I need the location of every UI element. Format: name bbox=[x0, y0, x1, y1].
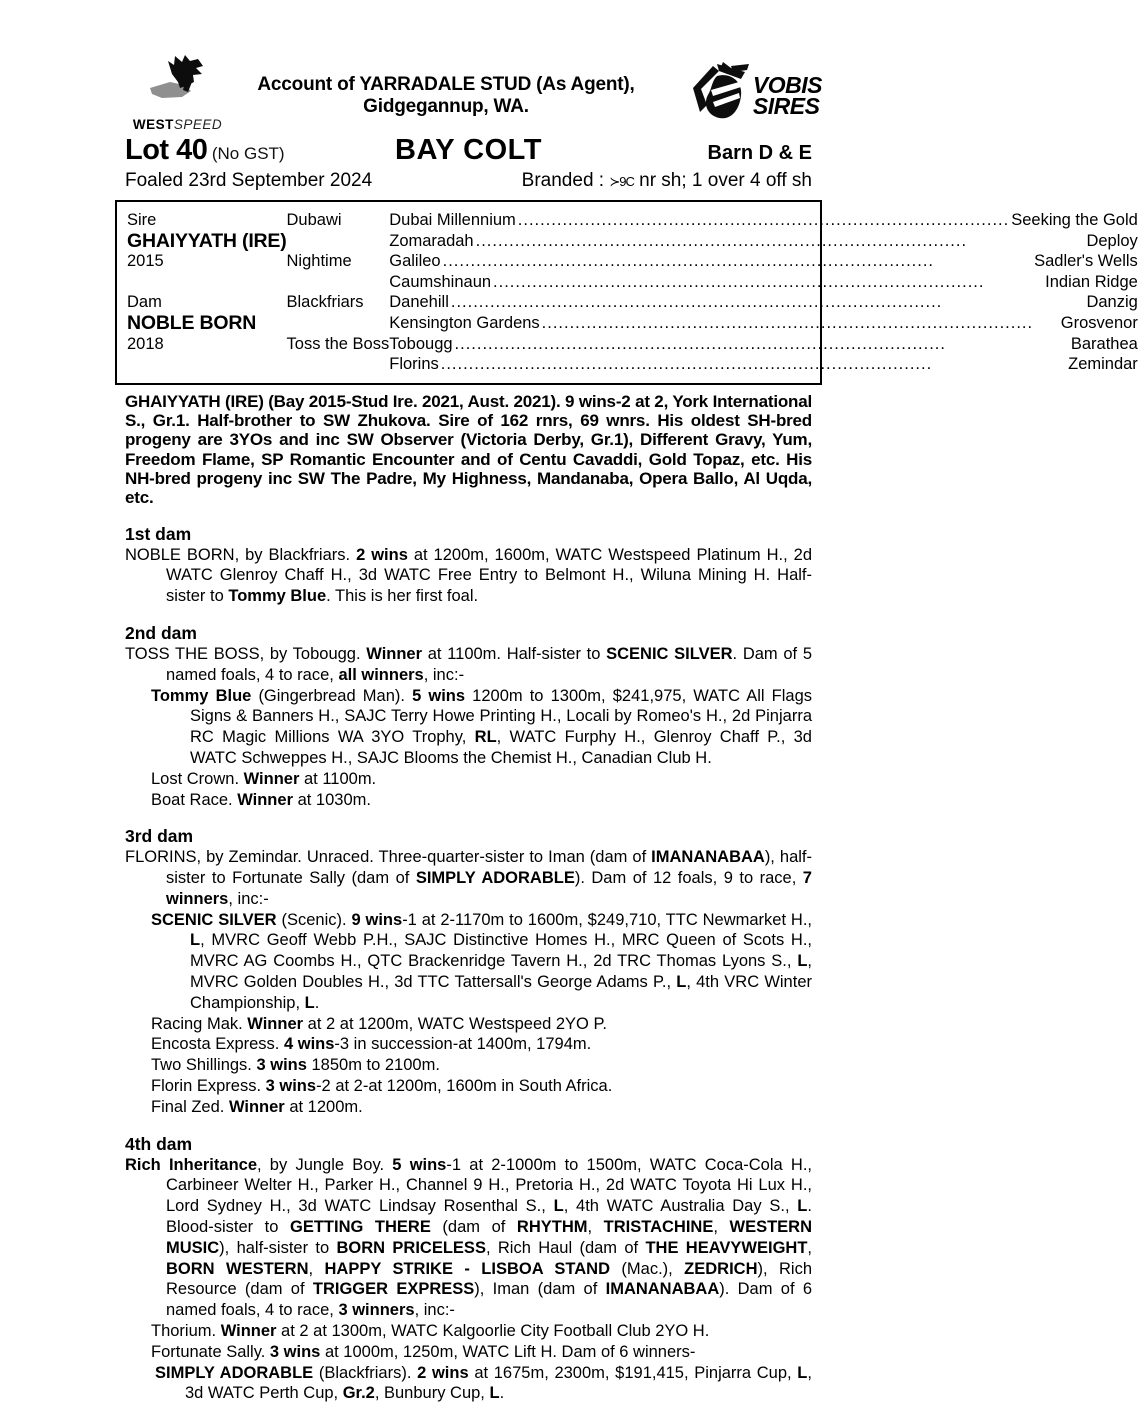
ancestor-name: Danehill bbox=[389, 293, 449, 312]
sire-sire-name: Dubawi bbox=[286, 211, 342, 229]
dam-label: Dam bbox=[127, 293, 162, 312]
brand-mark: ≻9C bbox=[609, 174, 634, 189]
westspeed-label-bold: WEST bbox=[132, 117, 174, 132]
dam-entry: NOBLE BORN, by Blackfriars. 2 wins at 1200m, 1600m, WATC Westspeed Platinum H., 2d WATC Glenroy Chaff H., 3d WATC Free Entry to Belmont H., Wiluna Mining H. Half-sister to Tommy Blue. This is her first foal. bbox=[125, 545, 812, 606]
vobis-word-2: SIRES bbox=[752, 93, 820, 119]
vobis-horse-jockey-icon bbox=[687, 60, 753, 132]
section-2nd-dam bbox=[125, 623, 812, 810]
ancestor-name: Seeking the Gold bbox=[1011, 211, 1138, 229]
ancestor-pair bbox=[389, 313, 1138, 334]
dam-entry: Rich Inheritance, by Jungle Boy. 5 wins-1 at 2-1000m to 1500m, WATC Coca-Cola H., Carbineer Welter H., Parker H., Channel 9 H., Pretoria H., 2d WATC Toyota Hi Lux H., Lord Sydney H., 3d WATC Lindsay Rosenthal S., L, 4th WATC Australia Day S., L. Blood-sister to GETTING THERE (dam of RHYTHM, TRISTACHINE, WESTERN MUSIC), half-sister to BORN PRICELESS, Rich Haul (dam of THE HEAVYWEIGHT, BORN WESTERN, HAPPY STRIKE - LISBOA STAND (Mac.), ZEDRICH), Rich Resource (dam of TRIGGER EXPRESS), Iman (dam of IMANANABAA). Dam of 6 named foals, 4 to race, 3 winners, inc:- bbox=[125, 1155, 813, 1320]
section-heading: 3rd dam bbox=[125, 826, 194, 847]
ancestor-name: Galileo bbox=[389, 252, 441, 271]
progeny-entry: Thorium. Winner at 2 at 1300m, WATC Kalgoorlie City Football Club 2YO H. bbox=[151, 1322, 710, 1341]
pedigree-table bbox=[115, 200, 1138, 385]
ancestor-name: Kensington Gardens bbox=[389, 313, 540, 332]
ancestor-name: Dubai Millennium bbox=[389, 211, 516, 229]
progeny-entry: Fortunate Sally. 3 wins at 1000m, 1250m, WATC Lift H. Dam of 6 winners- bbox=[151, 1342, 696, 1361]
dam-dam-name: Toss the Boss bbox=[286, 334, 390, 353]
pedigree-col-grandparents bbox=[287, 210, 390, 375]
vobis-sires-logo bbox=[662, 60, 822, 132]
leader-dots bbox=[441, 354, 1066, 375]
branded-info bbox=[522, 170, 812, 192]
ancestor-pair bbox=[389, 354, 1138, 375]
ancestor-name: Sadler's Wells bbox=[1034, 252, 1138, 271]
dam-name: NOBLE BORN bbox=[127, 311, 257, 334]
ancestor-name: Tobougg bbox=[389, 334, 453, 353]
foaled-date: Foaled 23rd September 2024 bbox=[125, 170, 373, 191]
leader-dots bbox=[451, 292, 1085, 313]
progeny-entry: Lost Crown. Winner at 1100m. bbox=[151, 769, 377, 788]
ancestor-pair bbox=[389, 231, 1138, 252]
lot-title-row bbox=[125, 134, 812, 167]
gst-note: (No GST) bbox=[211, 144, 285, 163]
westspeed-logo bbox=[125, 52, 230, 132]
page-title: BAY COLT bbox=[395, 134, 542, 166]
foaled-branded-row bbox=[125, 170, 812, 192]
sire-name: GHAIYYATH (IRE) bbox=[127, 229, 287, 252]
page-header bbox=[125, 52, 822, 132]
ancestor-pair bbox=[389, 334, 1138, 355]
pedigree-col-greatgrandparents bbox=[389, 210, 1138, 375]
leader-dots bbox=[493, 272, 1043, 293]
leader-dots bbox=[455, 334, 1069, 355]
section-heading: 1st dam bbox=[125, 523, 192, 544]
progeny-entry: Boat Race. Winner at 1030m. bbox=[151, 790, 371, 809]
sire-label: Sire bbox=[127, 211, 157, 229]
leader-dots bbox=[443, 251, 1032, 272]
ancestor-name: Caumshinaun bbox=[389, 272, 492, 291]
progeny-entry: Tommy Blue (Gingerbread Man). 5 wins 1200m to 1300m, $241,975, WATC All Flags Signs & Banners H., SAJC Terry Howe Printing H., Locali by Romeo's H., 2d Pinjarra RC Magic Millions WA 3YO Trophy, RL, WATC Furphy H., Glenroy Chaff P., 3d WATC Schweppes H., SAJC Blooms the Chemist H., Canadian Club H. bbox=[151, 686, 812, 767]
ancestor-pair bbox=[389, 292, 1138, 313]
section-heading: 4th dam bbox=[125, 1133, 193, 1154]
ancestor-name: Florins bbox=[389, 355, 439, 374]
dam-entry: FLORINS, by Zemindar. Unraced. Three-quarter-sister to Iman (dam of IMANANABAA), half-sister to Fortunate Sally (dam of SIMPLY ADORABLE). Dam of 12 foals, 9 to race, 7 winners, inc:- bbox=[125, 848, 812, 908]
section-1st-dam bbox=[125, 524, 812, 607]
westspeed-label-italic: SPEED bbox=[173, 117, 223, 132]
leader-dots bbox=[518, 210, 1009, 231]
dam-year: 2018 bbox=[127, 334, 164, 353]
progeny-entry: Encosta Express. 4 wins-3 in succession-at 1400m, 1794m. bbox=[151, 1035, 592, 1054]
ancestor-name: Danzig bbox=[1086, 293, 1138, 312]
ancestor-name: Zomaradah bbox=[389, 231, 474, 250]
ancestor-name: Zemindar bbox=[1068, 355, 1138, 374]
progeny-entry: Florin Express. 3 wins-2 at 2-at 1200m, 1600m in South Africa. bbox=[151, 1077, 613, 1096]
vobis-logo-label bbox=[752, 72, 822, 119]
progeny-entry: Final Zed. Winner at 1200m. bbox=[151, 1097, 363, 1116]
section-3rd-dam bbox=[125, 826, 812, 1117]
vobis-word-1: VOBIS bbox=[752, 72, 822, 98]
ancestor-pair bbox=[389, 272, 1138, 293]
progeny-entry: Two Shillings. 3 wins 1850m to 2100m. bbox=[151, 1056, 440, 1075]
dam-sire-name: Blackfriars bbox=[286, 293, 364, 312]
progeny-entry: Racing Mak. Winner at 2 at 1200m, WATC Westspeed 2YO P. bbox=[151, 1014, 607, 1033]
leader-dots bbox=[542, 313, 1059, 334]
branded-prefix: Branded : bbox=[521, 170, 610, 191]
sire-dam-name: Nightime bbox=[286, 252, 352, 271]
section-heading: 2nd dam bbox=[125, 622, 197, 643]
ancestor-name: Grosvenor bbox=[1060, 313, 1138, 332]
ancestor-pair bbox=[389, 210, 1138, 231]
ancestor-pair bbox=[389, 251, 1138, 272]
leader-dots bbox=[476, 231, 1085, 252]
pedigree-col-parents bbox=[127, 210, 287, 375]
ancestor-name: Indian Ridge bbox=[1045, 272, 1138, 291]
sire-summary: GHAIYYATH (IRE) (Bay 2015-Stud Ire. 2021, Aust. 2021). 9 wins-2 at 2, York International S., Gr.1. Half-brother to SW Zhukova. Sire of 162 rnrs, 69 wnrs. His oldest SH-bred progeny are 3YOs and inc SW Observer (Victoria Derby, Gr.1), Different Gravy, Yum, Freedom Flame, SP Romantic Encounter and of Centu Cavaddi, Gold Topaz, etc. His NH-bred progeny inc SW The Padre, My Highness, Mandanaba, Opera Ballo, Al Uqda, etc. bbox=[125, 391, 812, 508]
progeny-entry: SCENIC SILVER (Scenic). 9 wins-1 at 2-1170m to 1600m, $249,710, TTC Newmarket H., L, MVRC Geoff Webb P.H., SAJC Distinctive Homes H., MRC Queen of Scots H., MVRC AG Coombs H., QTC Brackenridge Tavern H., 2d TRC Thomas Lyons S., L, MVRC Golden Doubles H., 3d TTC Tattersall's George Adams P., L, 4th VRC Winter Championship, L. bbox=[151, 910, 813, 1012]
lot-number: Lot 40 bbox=[125, 134, 208, 166]
barn-label: Barn D & E bbox=[707, 142, 812, 164]
account-line: Account of YARRADALE STUD (As Agent), Gidgegannup, WA. bbox=[257, 74, 635, 117]
ancestor-name: Barathea bbox=[1070, 334, 1138, 353]
section-4th-dam bbox=[125, 1134, 812, 1404]
dam-entry: TOSS THE BOSS, by Tobougg. Winner at 1100m. Half-sister to SCENIC SILVER. Dam of 5 named foals, 4 to race, all winners, inc:- bbox=[125, 644, 812, 684]
progeny-entry: SIMPLY ADORABLE (Blackfriars). 2 wins at 1675m, 2300m, $191,415, Pinjarra Cup, L, 3d WATC Perth Cup, Gr.2, Bunbury Cup, L. bbox=[155, 1363, 812, 1403]
branded-suffix: nr sh; 1 over 4 off sh bbox=[633, 170, 812, 191]
westspeed-logo-label bbox=[125, 117, 230, 132]
westspeed-horse-icon bbox=[128, 52, 228, 114]
sire-year: 2015 bbox=[127, 252, 164, 271]
ancestor-name: Deploy bbox=[1086, 231, 1138, 250]
